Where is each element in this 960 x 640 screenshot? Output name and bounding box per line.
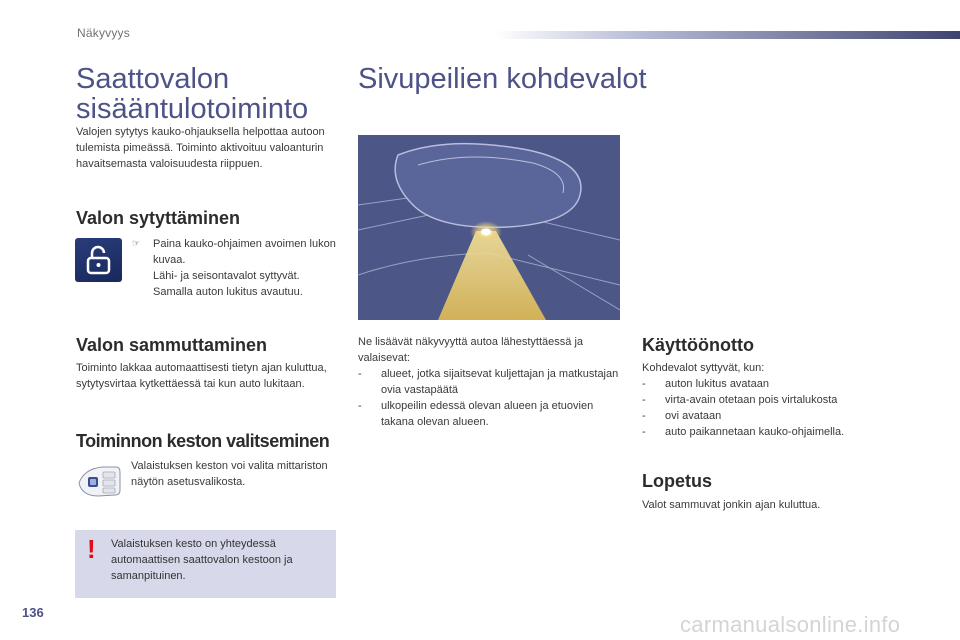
left-title-line1: Saattovalon xyxy=(76,63,230,95)
list-item: - alueet, jotka sijaitsevat kuljettajan ja matkustajan ovia vastapäätä xyxy=(358,366,624,398)
activation-heading: Käyttöönotto xyxy=(642,335,754,355)
section-label: Näkyvyys xyxy=(77,26,130,40)
lighting-result-text: Lähi- ja seisontavalot syttyvät. Samalla auton lukitus avautuu. xyxy=(153,270,303,298)
activation-list xyxy=(642,376,912,440)
lighting-step-text: Paina kauko-ohjaimen avoimen lukon kuvaa. xyxy=(153,238,336,266)
list-item: - auto paikannetaan kauko-ohjaimella. xyxy=(642,424,912,440)
lighting-heading: Valon sytyttäminen xyxy=(76,208,241,228)
left-intro: Valojen sytytys kauko-ohjauksella helpottaa autoon tulemista pimeässä. Toiminto aktivoituu valoanturin havaitsemasta valoisuudesta riippuen. xyxy=(76,126,325,170)
list-item: - ovi avataan xyxy=(642,408,912,424)
mirror-puddle-light-illustration xyxy=(358,135,620,320)
middle-intro: Ne lisäävät näkyvyyttä autoa lähestyttäessä ja valaisevat: xyxy=(358,336,584,364)
note-text: Valaistuksen kesto on yhteydessä automaattisen saattovalon kestoon ja samanpituinen. xyxy=(111,538,293,582)
activation-intro: Kohdevalot syttyvät, kun: xyxy=(642,362,765,374)
header-gradient-bar xyxy=(495,31,960,39)
duration-heading: Toiminnon keston valitseminen xyxy=(76,431,330,451)
warning-exclamation-icon: ! xyxy=(87,534,96,564)
left-title-line2: sisääntulotoiminto xyxy=(76,93,309,125)
pointing-hand-icon: ☞ xyxy=(132,238,141,248)
switch-off-heading: Valon sammuttaminen xyxy=(76,335,268,355)
duration-text: Valaistuksen keston voi valita mittariston näytön asetusvalikosta. xyxy=(131,460,328,488)
end-text: Valot sammuvat jonkin ajan kuluttua. xyxy=(642,499,821,511)
left-title xyxy=(76,64,346,124)
dashboard-switch-icon xyxy=(76,463,122,499)
end-heading: Lopetus xyxy=(642,471,712,491)
page-number: 136 xyxy=(22,605,44,620)
list-item: - auton lukitus avataan xyxy=(642,376,912,392)
list-item: - virta-avain otetaan pois virtalukosta xyxy=(642,392,912,408)
list-item: - ulkopeilin edessä olevan alueen ja etuovien takana olevan alueen. xyxy=(358,398,624,430)
middle-list xyxy=(358,366,624,430)
switch-off-text: Toiminto lakkaa automaattisesti tietyn ajan kuluttua, sytytysvirtaa kytkettäessä tai kun auto lukitaan. xyxy=(76,362,327,390)
unlock-key-icon xyxy=(75,238,122,282)
watermark: carmanualsonline.info xyxy=(680,612,901,637)
middle-title: Sivupeilien kohdevalot xyxy=(358,63,647,95)
note-box xyxy=(75,530,336,598)
lighting-step xyxy=(132,236,337,300)
